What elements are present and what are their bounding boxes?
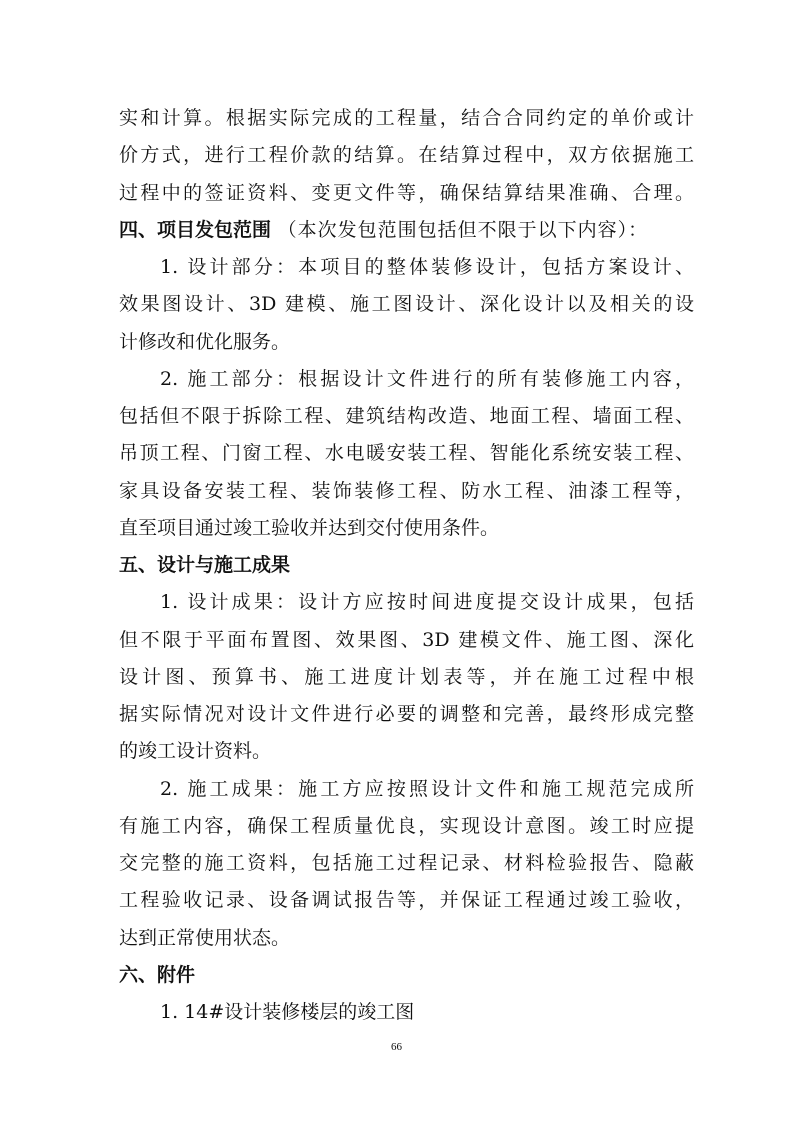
item-text: 根据设计文件进行的所有装修施工内容， <box>298 368 694 390</box>
paragraph-line: 家具设备安装工程、装饰装修工程、防水工程、油漆工程等， <box>119 480 694 502</box>
list-item-line <box>160 777 694 801</box>
paragraph-line: 但不限于平面布置图、效果图、3D 建模文件、施工图、深化 <box>119 629 694 651</box>
list-item-line <box>160 255 694 279</box>
section-title: 四、项目发包范围 <box>119 219 272 241</box>
paragraph-line: 的竣工设计资料。 <box>119 740 272 762</box>
section-heading <box>119 553 290 577</box>
paragraph-line: 直至项目通过竣工验收并达到交付使用条件。 <box>119 517 500 539</box>
paragraph-line: 价方式，进行工程价款的结算。在结算过程中，双方依据施工 <box>119 144 694 166</box>
item-label: 1. 设计成果： <box>160 591 299 613</box>
list-item-line <box>160 590 694 614</box>
paragraph-line: 包括但不限于拆除工程、建筑结构改造、地面工程、墙面工程、 <box>119 405 694 427</box>
paragraph-line: 效果图设计、3D 建模、施工图设计、深化设计以及相关的设 <box>119 293 694 315</box>
section-title: 六、附件 <box>119 964 196 986</box>
item-text: 本项目的整体装修设计，包括方案设计、 <box>298 256 694 278</box>
list-item-line: 1. 14#设计装修楼层的竣工图 <box>160 1001 415 1023</box>
paragraph-line: 交完整的施工资料，包括施工过程记录、材料检验报告、隐蔽 <box>119 852 694 874</box>
paragraph-line: 工程验收记录、设备调试报告等，并保证工程通过竣工验收， <box>119 889 694 911</box>
list-item-line <box>160 367 694 391</box>
paragraph-line: 设计图、预算书、施工进度计划表等，并在施工过程中根 <box>119 666 694 688</box>
paragraph-line: 达到正常使用状态。 <box>119 927 291 949</box>
item-label: 2. 施工部分： <box>160 368 299 390</box>
item-text: 施工方应按照设计文件和施工规范完成所 <box>298 778 694 800</box>
item-label: 2. 施工成果： <box>160 778 299 800</box>
paragraph-line: 计修改和优化服务。 <box>119 331 291 353</box>
paragraph-line: 有施工内容，确保工程质量优良，实现设计意图。竣工时应提 <box>119 815 694 837</box>
paragraph-line: 据实际情况对设计文件进行必要的调整和完善，最终形成完整 <box>119 703 694 725</box>
section-note: （本次发包范围包括但不限于以下内容）： <box>277 219 649 241</box>
item-text: 设计方应按时间进度提交设计成果，包括 <box>298 591 694 613</box>
page-number: 66 <box>391 1041 402 1053</box>
section-heading <box>119 963 195 987</box>
paragraph-line: 实和计算。根据实际完成的工程量，结合合同约定的单价或计 <box>119 107 694 129</box>
paragraph-line: 吊顶工程、门窗工程、水电暖安装工程、智能化系统安装工程、 <box>119 442 694 464</box>
paragraph-line: 过程中的签证资料、变更文件等，确保结算结果准确、合理。 <box>119 182 694 204</box>
section-title: 五、设计与施工成果 <box>119 554 291 576</box>
item-label: 1. 设计部分： <box>160 256 299 278</box>
section-heading <box>119 218 648 242</box>
